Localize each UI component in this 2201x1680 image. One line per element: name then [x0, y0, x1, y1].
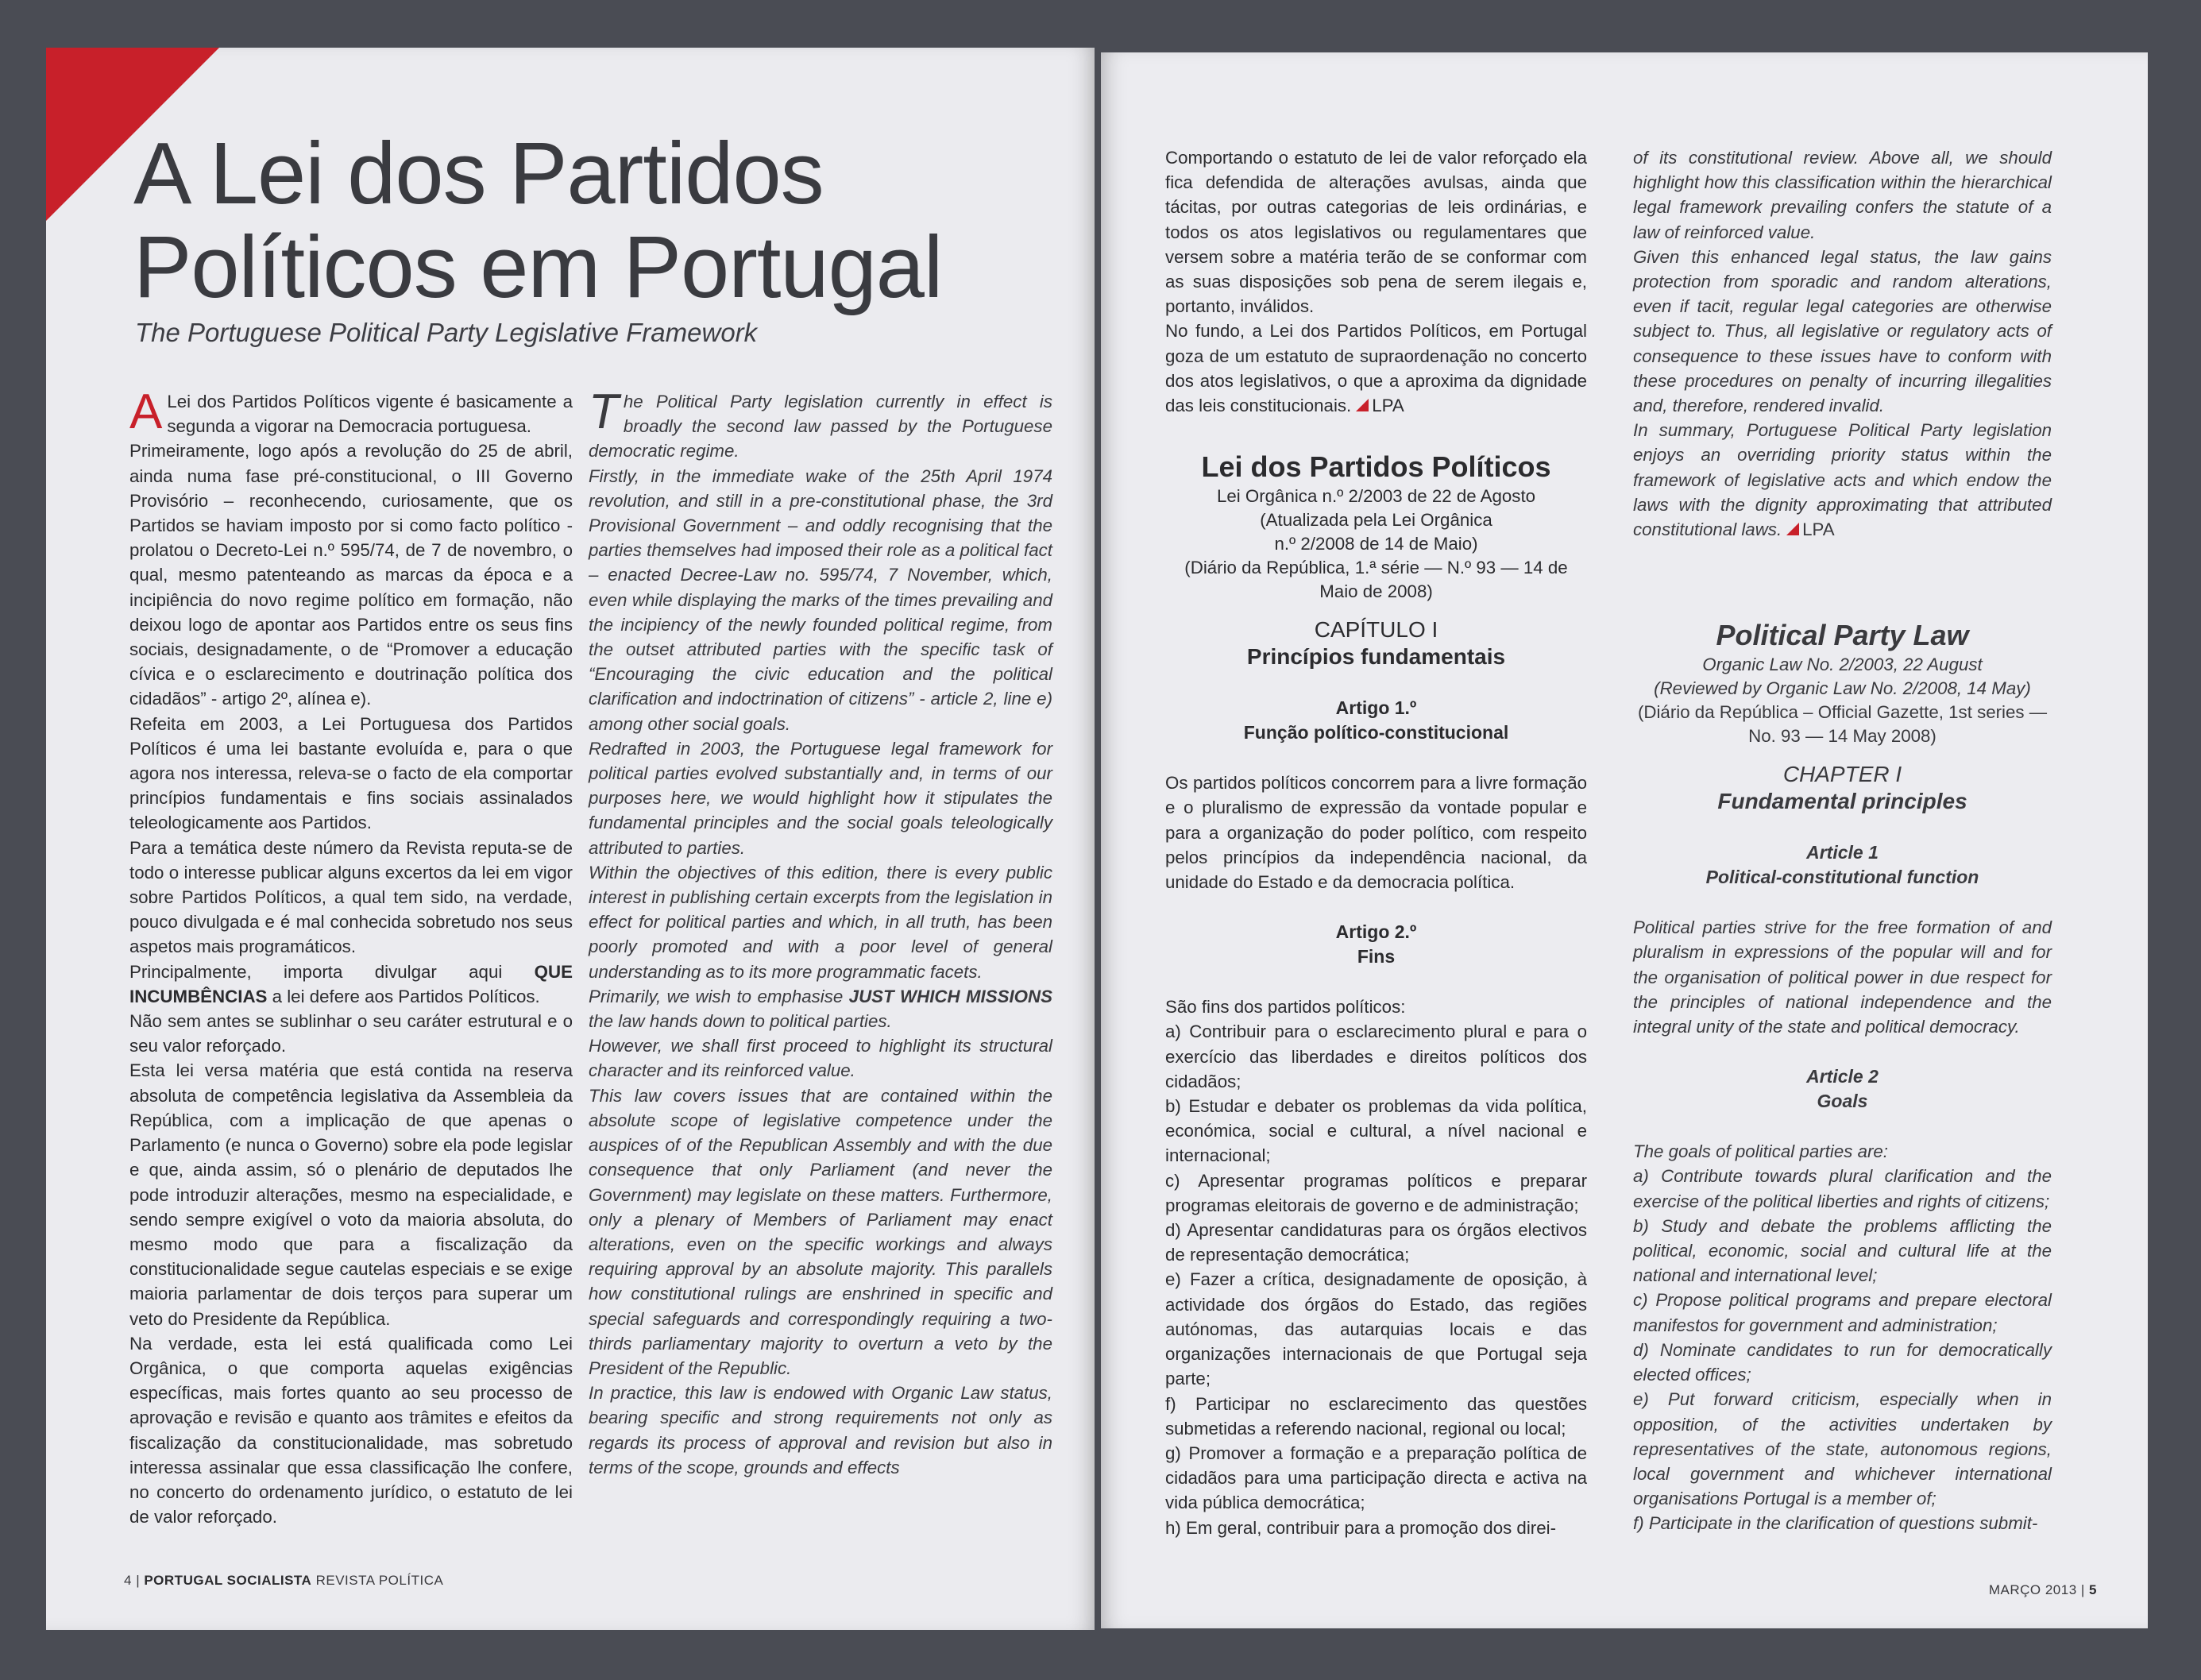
- title-line-1: A Lei dos Partidos: [133, 125, 824, 222]
- article-heading: Article 1: [1806, 842, 1879, 863]
- english-intro-column: [589, 384, 1052, 1480]
- list-item: a) Contribuir para o esclarecimento plural e para o exercício das liberdades e direitos políticos dos cidadãos;: [1165, 1022, 1587, 1091]
- article-heading: Artigo 2.º: [1335, 921, 1417, 943]
- chapter-title: [1165, 643, 1587, 670]
- law-title: Political Party Law: [1716, 619, 1969, 652]
- article-heading: Article 2: [1806, 1066, 1879, 1087]
- list-item: h) Em geral, contribuir para a promoção dos direi-: [1165, 1517, 1556, 1538]
- list-item: f) Participar no esclarecimento das questões submetidas a referendo nacional, regional ou local;: [1165, 1393, 1587, 1439]
- signature-triangle-icon: [1786, 523, 1799, 535]
- law-reference: n.º 2/2008 de 14 de Maio): [1274, 534, 1478, 554]
- text-run: No fundo, a Lei dos Partidos Políticos, em Portugal goza de um estatuto de supraordenação no concerto dos atos legislativos, o que a aproxima da dignidade das leis constitucionais.: [1165, 321, 1587, 416]
- list-item: f) Participate in the clarification of questions submit-: [1633, 1513, 2038, 1534]
- paragraph: Para a temática deste número da Revista reputa-se de todo o interesse publicar alguns excertos da lei em vigor sobre Partidos Políticos, a qual tem sido, na verdade, pouco divulgada e é mal conhecida sobretudo nos seus aspetos mais programáticos.: [129, 837, 573, 957]
- law-heading-block: [1633, 1064, 2052, 1114]
- law-heading-block: [1165, 920, 1587, 969]
- english-law-column: [1633, 145, 2052, 1536]
- paragraph: Given this enhanced legal status, the law gains protection from sporadic and random alterations, even if tacit, regular legal categories are otherwise subject to. Thus, all legislative or regulatory acts of consequence to these issues have to conform with these procedures on penalty of incurring illegalities and, therefore, rendered invalid.: [1633, 246, 2052, 416]
- page-footer: 4 | PORTUGAL SOCIALISTA REVISTA POLÍTICA: [124, 1573, 444, 1588]
- page-number: 5: [2089, 1582, 2097, 1597]
- paragraph: São fins dos partidos políticos:: [1165, 997, 1406, 1018]
- paragraph: Na verdade, esta lei está qualificada como Lei Orgânica, o que comporta aquelas exigências específicas, mais fortes quanto ao seu processo de aprovação e revisão e quanto aos trâmites e efeitos da fiscalização da constitucionalidade, mas sobretudo interessa assinalar que essa classificação lhe confere, no concerto do ordenamento jurídico, o estatuto de lei de valor reforçado.: [129, 1333, 573, 1527]
- paragraph: Primeiramente, logo após a revolução do 25 de abril, ainda numa fase pré-constitucional, o III Governo Provisório – reconhecendo, curiosamente, que os Partidos se haviam imposto por si como facto político - prolatou o Decreto-Lei n.º 595/74, de 7 de novembro, o qual, mesmo patenteando as marcas da época e a incipiência do novo regime político em formação, não deixou logo de apontar aos Partidos entre os seus fins sociais, designadamente, o de “Promover a educação cívica e o esclarecimento e doutrinação política dos cidadãos” - artigo 2º, alínea e).: [129, 441, 573, 709]
- law-heading-block: [1633, 618, 2052, 890]
- highlight-text: JUST WHICH MISSIONS: [848, 986, 1052, 1006]
- text-run: the law hands down to political parties.: [589, 1011, 892, 1032]
- left-page: [46, 48, 1095, 1630]
- list-item: g) Promover a formação e a preparação política de cidadãos para uma participação directa e activa na vida pública democrática;: [1165, 1442, 1587, 1513]
- text-run: In summary, Portuguese Political Party legislation enjoys an overriding priority status within the framework of legislative acts and which endow the laws with the dignity approximating that attributed constitutional laws.: [1633, 420, 2052, 540]
- paragraph: This law covers issues that are contained within the absolute scope of legislative competence under the auspices of of the Republican Assembly and with the due consequence that only Parliament (and never the Government) may legislate on these matters. Furthermore, only a plenary of Members of Parliament may enact alterations, even on the specific workings and always requiring approval by an absolute majority. This parallels how constitutional rulings are enshrined in specific and special safeguards and correspondingly requiring a two-thirds parliamentary majority to overturn a veto by the President of the Republic.: [589, 1085, 1052, 1378]
- portuguese-intro-column: [129, 384, 573, 1529]
- article-subtitle: The Portuguese Political Party Legislative Framework: [135, 318, 758, 347]
- article-title: [133, 127, 942, 315]
- paragraph: However, we shall first proceed to highlight its structural character and its reinforced value.: [589, 1036, 1052, 1081]
- page-footer: MARÇO 2013 | 5: [1988, 1582, 2097, 1597]
- magazine-name: PORTUGAL SOCIALISTA: [144, 1573, 312, 1588]
- article-title: Goals: [1817, 1091, 1868, 1112]
- law-heading-block: [1165, 450, 1587, 745]
- paragraph: [589, 984, 1052, 1033]
- paragraph: Political parties strive for the free formation of and pluralism in expressions of the popular will and for the organisation of political power in due respect for the principles of national independence and the integral unity of the state and political democracy.: [1633, 917, 2052, 1037]
- law-reference: Organic Law No. 2/2003, 22 August: [1702, 655, 1983, 675]
- page-number: 4: [124, 1573, 132, 1588]
- signature: LPA: [1372, 396, 1404, 416]
- law-title: Lei dos Partidos Políticos: [1201, 450, 1551, 484]
- law-reference: (Reviewed by Organic Law No. 2/2008, 14 May): [1654, 678, 2031, 699]
- paragraph: of its constitutional review. Above all, we should highlight how this classification within the hierarchical legal framework prevailing confers the statute of a law of reinforced value.: [1633, 148, 2052, 242]
- chapter-heading: CHAPTER I: [1782, 762, 1902, 787]
- paragraph: Refeita em 2003, a Lei Portuguesa dos Partidos Políticos é uma lei bastante evoluída e, para o que agora nos interessa, releva-se o facto de ela comportar princípios fundamentais e fins sociais assinalados teleologicamente aos Partidos.: [129, 713, 573, 833]
- article-title: Political-constitutional function: [1705, 867, 1979, 888]
- drop-cap: T: [589, 384, 619, 439]
- paragraph: Firstly, in the immediate wake of the 25th April 1974 revolution, and still in a pre-constitutional phase, the 3rd Provisional Government – and oddly recognising that the parties themselves had imposed their role as a political fact – enacted Decree-Law no. 595/74, 7 November, which, even while displaying the marks of the times prevailing and the incipiency of the newly founded political regime, from the outset attributed parties with the specific task of “Encouraging the civic education and the political clarification and indoctrination of citizens” - article 2, line e) among other social goals.: [589, 465, 1052, 734]
- paragraph: The goals of political parties are:: [1633, 1141, 1888, 1162]
- list-item: c) Apresentar programas políticos e preparar programas eleitorais de governo e de administração;: [1165, 1170, 1587, 1215]
- paragraph: Comportando o estatuto de lei de valor reforçado ela fica defendida de alterações avulsas, ainda que tácitas, por outras categorias de leis ordinárias, e todos os atos legislativos ou regulamentares que versem sobre a matéria terão de se conformar com as suas disposições sob pena de serem ilegais e, portanto, inválidos.: [1165, 148, 1587, 317]
- text-run: Principalmente, importa divulgar aqui: [129, 961, 503, 982]
- highlight-text: QUE INCUMBÊNCIAS: [129, 961, 573, 1006]
- list-item: e) Put forward criticism, especially when in opposition, of the activities undertaken by representatives of the state, autonomous regions, local government and whichever international organisations Portugal is a member of;: [1633, 1389, 2052, 1509]
- paragraph: [129, 960, 573, 1009]
- paragraph: [1633, 418, 2052, 542]
- paragraph: In practice, this law is endowed with Organic Law status, bearing specific and strong requirements not only as regards its process of approval and revision but also in terms of the scope, grounds and effects: [589, 1383, 1052, 1477]
- section-name: REVISTA POLÍTICA: [315, 1573, 444, 1588]
- text-run: Fundamental principles: [1717, 789, 1967, 814]
- signature-triangle-icon: [1356, 399, 1369, 411]
- article-title: Função político-constitucional: [1243, 722, 1509, 743]
- text-run: Primarily, we wish to emphasise: [589, 986, 844, 1006]
- paragraph: Os partidos políticos concorrem para a livre formação e o pluralismo de expressão da vontade popular e para a organização do poder político, com respeito pelos princípios da independência nacional, da unidade do Estado e da democracia política.: [1165, 773, 1587, 893]
- drop-cap: A: [129, 384, 163, 439]
- list-item: c) Propose political programs and prepare electoral manifestos for government and administration;: [1633, 1290, 2052, 1335]
- paragraph: [1165, 319, 1587, 418]
- paragraph: Não sem antes se sublinhar o seu caráter estrutural e o seu valor reforçado.: [129, 1011, 573, 1056]
- law-reference: (Atualizada pela Lei Orgânica: [1260, 510, 1492, 531]
- law-reference: (Diário da República, 1.ª série — N.º 93 — 14 de Maio de 2008): [1184, 558, 1568, 602]
- right-page: [1101, 52, 2148, 1628]
- law-reference: (Diário da República – Official Gazette, 1st series — No. 93 — 14 May 2008): [1637, 702, 2048, 747]
- list-item: d) Nominate candidates to run for democratically elected offices;: [1633, 1339, 2052, 1385]
- article-heading: Artigo 1.º: [1335, 697, 1417, 719]
- paragraph: he Political Party legislation currently in effect is broadly the second law passed by the Portuguese democratic regime.: [589, 392, 1052, 462]
- issue-date: MARÇO 2013: [1988, 1582, 2077, 1597]
- list-item: d) Apresentar candidaturas para os órgãos electivos de representação democrática;: [1165, 1220, 1587, 1265]
- law-reference: Lei Orgânica n.º 2/2003 de 22 de Agosto: [1216, 486, 1536, 507]
- chapter-heading: CAPÍTULO I: [1314, 617, 1438, 643]
- paragraph: Esta lei versa matéria que está contida na reserva absoluta de competência legislativa da Assembleia da República, com a implicação de que apenas o Parlamento (e nunca o Governo) sobre ela pode legislar e que, ainda assim, só o plenário de deputados lhe pode introduzir alterações, mesmo na especialidade, e sendo sempre exigível o voto da maioria absoluta, do mesmo modo que para a fiscalização da constitucionalidade segue cautelas especiais e se exige maioria parlamentar de dois terços para superar um veto do Presidente da República.: [129, 1060, 573, 1329]
- list-item: e) Fazer a crítica, designadamente de oposição, à actividade dos órgãos do Estado, das regiões autónomas, das autarquias locais e das organizações internacionais de que Portugal seja parte;: [1165, 1269, 1587, 1389]
- chapter-title: [1633, 788, 2052, 815]
- text-run: a lei defere aos Partidos Políticos.: [272, 986, 540, 1006]
- list-item: b) Study and debate the problems afflicting the political, economic, social and cultural life at the national and international level;: [1633, 1215, 2052, 1286]
- list-item: b) Estudar e debater os problemas da vida política, económica, social e cultural, a nível nacional e internacional;: [1165, 1096, 1587, 1166]
- portuguese-law-column: [1165, 145, 1587, 1540]
- paragraph: Redrafted in 2003, the Portuguese legal framework for political parties evolved substantially and, in terms of our purposes here, we would highlight how it stipulates the fundamental principles and the social goals teleologically attributed to parties.: [589, 738, 1052, 858]
- title-line-2: Políticos em Portugal: [133, 218, 943, 316]
- list-item: a) Contribute towards plural clarification and the exercise of the political liberties and rights of citizens;: [1633, 1166, 2052, 1211]
- article-title: Fins: [1357, 946, 1396, 967]
- text-run: Princípios fundamentais: [1246, 644, 1506, 670]
- paragraph: Within the objectives of this edition, there is every public interest in publishing certain excerpts from the legislation in effect for political parties and which, in all truth, has been poorly promoted and with a poor level of general understanding as to its more programmatic facets.: [589, 862, 1052, 982]
- paragraph: Lei dos Partidos Políticos vigente é basicamente a segunda a vigorar na Democracia portuguesa.: [167, 392, 573, 437]
- signature: LPA: [1802, 519, 1835, 540]
